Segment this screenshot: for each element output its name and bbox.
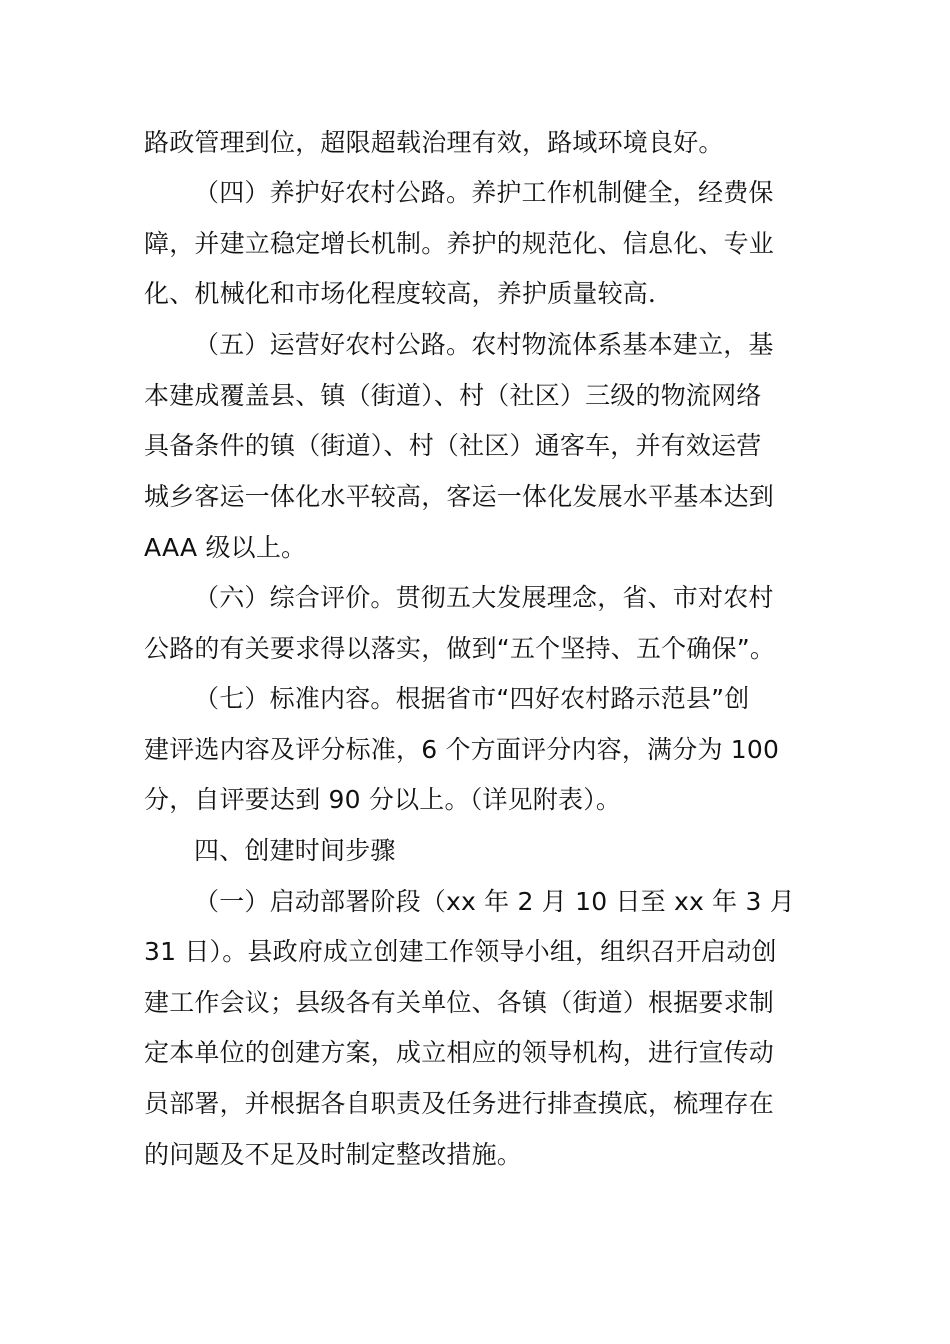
text-line-13: 建评选内容及评分标准，6 个方面评分内容，满分为 100 [144,735,780,764]
text-line-10: （六）综合评价。贯彻五大发展理念，省、市对农村 [194,583,774,612]
text-line-19: 定本单位的创建方案，成立相应的领导机构，进行宣传动 [144,1038,775,1067]
text-line-8: 城乡客运一体化水平较高，客运一体化发展水平基本达到 [144,482,775,511]
text-line-6: 本建成覆盖县、镇（街道）、村（社区）三级的物流网络 [144,381,762,410]
section-heading: 四、创建时间步骤 [194,836,396,865]
text-line-20: 员部署，并根据各自职责及任务进行排查摸底，梳理存在 [144,1089,775,1118]
text-line-18: 建工作会议；县级各有关单位、各镇（街道）根据要求制 [144,988,775,1017]
text-line-11: 公路的有关要求得以落实，做到“五个坚持、五个确保”。 [144,634,776,663]
text-line-9: AAA 级以上。 [144,533,307,562]
text-line-17: 31 日）。县政府成立创建工作领导小组，组织召开启动创 [144,937,777,966]
text-line-12: （七）标准内容。根据省市“四好农村路示范县”创 [194,684,750,713]
text-line-2: （四）养护好农村公路。养护工作机制健全，经费保 [194,178,774,207]
text-line-14: 分，自评要达到 90 分以上。（详见附表）。 [144,785,622,814]
text-line-4: 化、机械化和市场化程度较高，养护质量较高． [144,279,674,308]
text-line-21: 的问题及不足及时制定整改措施。 [144,1140,523,1169]
text-line-3: 障，并建立稳定增长机制。养护的规范化、信息化、专业 [144,229,775,258]
text-line-1: 路政管理到位，超限超载治理有效，路域环境良好。 [144,128,724,157]
text-line-5: （五）运营好农村公路。农村物流体系基本建立，基 [194,330,774,359]
text-line-16: （一）启动部署阶段（xx 年 2 月 10 日至 xx 年 3 月 [194,887,795,916]
text-line-7: 具备条件的镇（街道）、村（社区）通客车，并有效运营 [144,431,762,460]
